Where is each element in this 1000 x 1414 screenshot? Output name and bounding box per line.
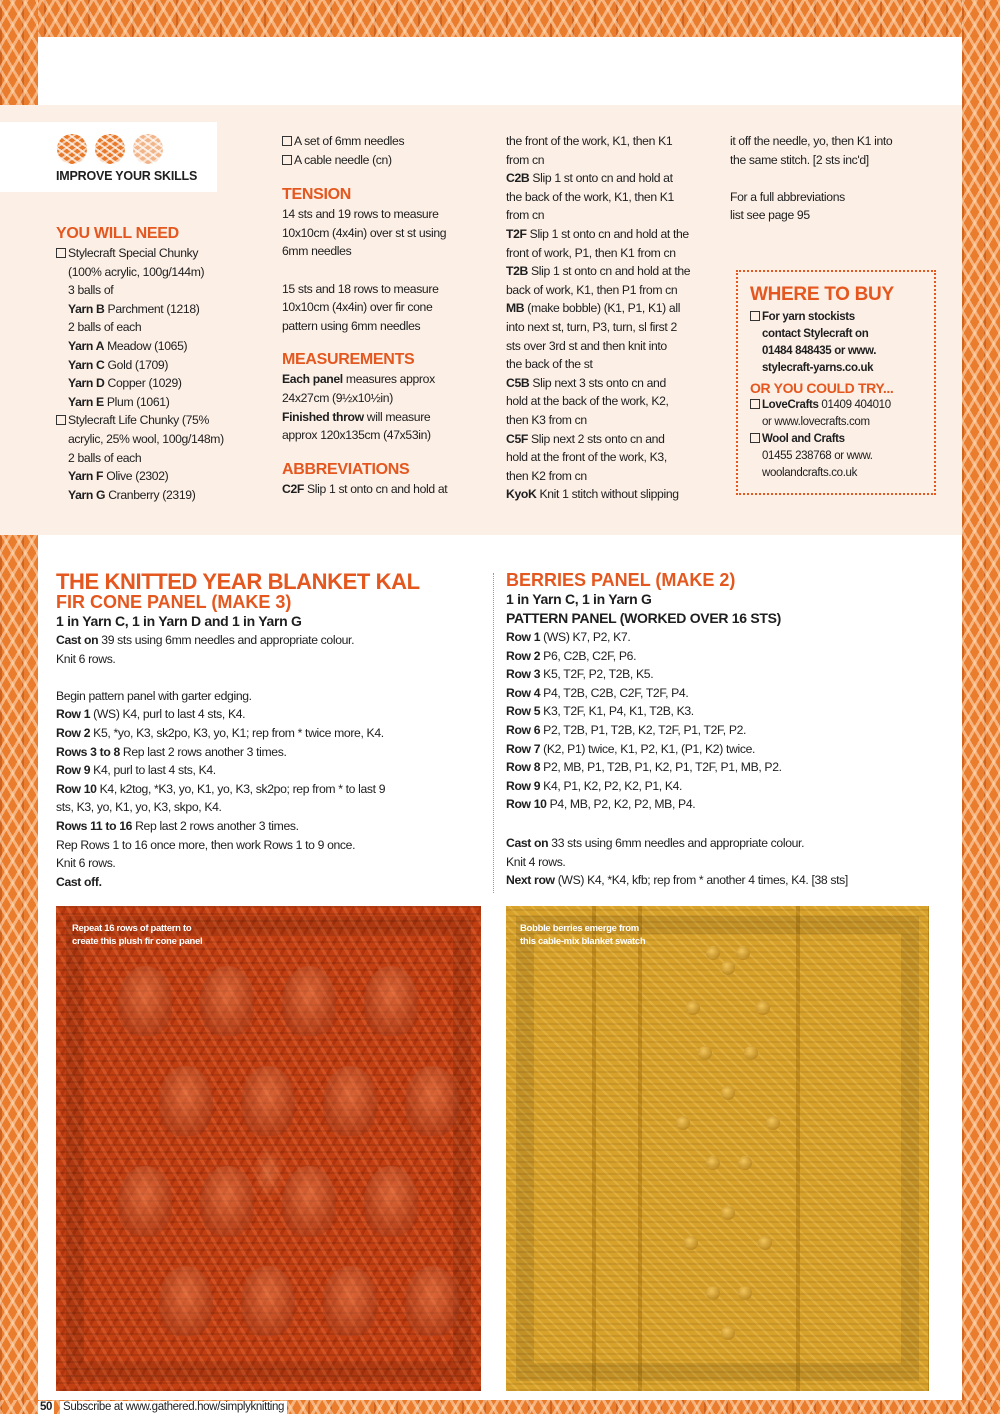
- stockist-line[interactable]: stylecraft-yarns.co.uk: [762, 362, 874, 374]
- you-will-need-item: 3 balls of: [68, 283, 114, 298]
- wool-and-crafts-item: Wool and Crafts: [750, 431, 934, 448]
- fir-cone-motif: [118, 1166, 172, 1236]
- tension-line: 10x10cm (4x4in) over fir cone: [282, 300, 433, 315]
- abbreviations-heading: ABBREVIATIONS: [282, 460, 410, 478]
- fir-cone-motif: [241, 1266, 295, 1336]
- stockist-info: [750, 309, 934, 377]
- bobble-berry-motif: [744, 1046, 758, 1060]
- bobble-berry-motif: [686, 1001, 700, 1015]
- abbreviation-line: [730, 169, 950, 188]
- garter-edging: [516, 916, 919, 1381]
- pattern-row: Row 4 P4, T2B, C2B, C2F, T2F, P4.: [506, 685, 689, 700]
- measurements-text: [282, 370, 492, 444]
- you-will-need-item: acrylic, 25% wool, 100g/148m): [68, 431, 224, 446]
- bobble-berry-motif: [698, 1046, 712, 1060]
- pattern-line: [56, 668, 486, 687]
- you-will-need-item: Yarn D Copper (1029): [68, 376, 182, 391]
- fir-cone-motif: [200, 966, 254, 1036]
- stockist-line: contact Stylecraft on: [762, 328, 869, 340]
- pattern-row: Row 10 P4, MB, P2, K2, P2, MB, P4.: [506, 797, 696, 812]
- fir-cone-motif: [241, 1066, 295, 1136]
- fir-cone-yarns: 1 in Yarn C, 1 in Yarn D and 1 in Yarn G: [56, 613, 302, 629]
- bobble-berry-motif: [738, 1156, 752, 1170]
- wheat-pattern-top-border: [0, 0, 1000, 37]
- abbreviation-line: hold at the back of the work, K2,: [506, 394, 669, 409]
- pattern-row: Row 1 (WS) K7, P2, K7.: [506, 630, 631, 644]
- pattern-row: Row 7 (K2, P1) twice, K1, P2, K1, (P1, K2) twice.: [506, 741, 756, 756]
- measurements-heading: MEASUREMENTS: [282, 351, 415, 369]
- bobble-berry-motif: [676, 1116, 690, 1130]
- bobble-berry-motif: [721, 1086, 735, 1100]
- you-will-need-column: [56, 224, 271, 504]
- abbreviation-line: C2B Slip 1 st onto cn and hold at: [506, 171, 673, 186]
- tension-column: [282, 132, 492, 498]
- skills-label: IMPROVE YOUR SKILLS: [56, 169, 198, 183]
- abbreviation-line: front of work, P1, then K1 from cn: [506, 245, 676, 260]
- pattern-row: Row 3 K5, T2F, P2, T2B, K5.: [506, 667, 654, 682]
- you-will-need-item: Yarn F Olive (2302): [68, 469, 169, 484]
- abbreviation-line: back of work, K1, then P1 from cn: [506, 282, 678, 297]
- fir-cone-motif: [159, 1066, 213, 1136]
- fir-cone-motif: [159, 1266, 213, 1336]
- alternatives-heading: OR YOU COULD TRY...: [750, 380, 894, 396]
- you-will-need-list: [56, 244, 271, 504]
- subscribe-footer[interactable]: Subscribe at www.gathered.how/simplyknitting: [60, 1401, 287, 1414]
- bobble-berry-motif: [706, 1286, 720, 1300]
- abbreviation-line: sts over 3rd st and then knit into: [506, 338, 667, 353]
- berries-yarns: 1 in Yarn C, 1 in Yarn G: [506, 591, 652, 607]
- tension-line: 10x10cm (4x4in) over st st using: [282, 225, 447, 240]
- measurement-line: 24x27cm (9½x10½in): [282, 390, 393, 405]
- yarn-ball-icon: [57, 134, 87, 164]
- fir-cone-swatch-photo: [56, 906, 481, 1391]
- you-will-need-item: Yarn B Parchment (1218): [68, 301, 200, 316]
- berries-pattern: [506, 571, 946, 890]
- you-will-need-item: 2 balls of each: [68, 320, 142, 335]
- abbreviation-line: the same stitch. [2 sts inc'd]: [730, 152, 869, 167]
- bobble-berry-motif: [756, 1001, 770, 1015]
- stockist-line: 01484 848435 or www.: [762, 345, 877, 357]
- fir-cone-motif: [282, 966, 336, 1036]
- pattern-row: Row 9 K4, P1, K2, P2, K2, P1, K4.: [506, 778, 683, 793]
- fir-cone-pattern: [56, 571, 486, 891]
- where-to-buy-heading: WHERE TO BUY: [750, 284, 894, 305]
- bobble-berry-motif: [684, 1236, 698, 1250]
- wheat-pattern-right-border: [962, 0, 1000, 1414]
- you-will-need-item: 2 balls of each: [68, 450, 142, 465]
- pattern-line: Cast off.: [56, 874, 102, 889]
- fir-cone-motif: [323, 1266, 377, 1336]
- pattern-line: Row 1 (WS) K4, purl to last 4 sts, K4.: [56, 707, 246, 722]
- pattern-line: Row 10 K4, k2tog, *K3, yo, K1, yo, K3, sk2po; rep from * to last 9: [56, 781, 386, 796]
- abbreviation-line: MB (make bobble) (K1, P1, K1) all: [506, 301, 681, 316]
- abbreviation-line: it off the needle, yo, then K1 into: [730, 134, 893, 148]
- lovecrafts-web[interactable]: or www.lovecrafts.com: [762, 416, 870, 428]
- bobble-berry-motif: [738, 1286, 752, 1300]
- top-white-panel: [38, 37, 962, 105]
- pattern-line: Knit 6 rows.: [56, 651, 116, 666]
- fir-cone-motif: [118, 966, 172, 1036]
- pattern-line: Row 2 K5, *yo, K3, sk2po, K3, yo, K1; rep from * twice more, K4.: [56, 725, 384, 740]
- bobble-berry-motif: [721, 1326, 735, 1340]
- bobble-berry-motif: [758, 1236, 772, 1250]
- abbreviation-line: the front of the work, K1, then K1: [506, 134, 673, 148]
- wool-and-crafts-line: 01455 238768 or www.: [762, 450, 873, 462]
- you-will-need-item: (100% acrylic, 100g/144m): [68, 264, 205, 279]
- abbreviation-line: the back of the work, K1, then K1: [506, 189, 674, 204]
- abbreviation-line: the back of the st: [506, 357, 593, 372]
- tension-line: pattern using 6mm needles: [282, 318, 421, 333]
- measurement-line: Each panel measures approx: [282, 372, 435, 387]
- column-divider: [493, 573, 494, 893]
- you-will-need-item: Stylecraft Special Chunky: [56, 244, 271, 263]
- tension-text: [282, 205, 492, 335]
- pattern-line: Begin pattern panel with garter edging.: [56, 688, 252, 703]
- fir-cone-motif: [405, 1266, 459, 1336]
- tension-heading: TENSION: [282, 186, 352, 204]
- abbreviation-line: from cn: [506, 208, 545, 223]
- abbreviations-column-end: [730, 132, 950, 225]
- pattern-row: Row 5 K3, T2F, K1, P4, K1, T2B, K3.: [506, 704, 694, 719]
- you-will-need-item: Stylecraft Life Chunky (75%: [56, 411, 271, 430]
- abbreviation-line: For a full abbreviations: [730, 189, 845, 204]
- berries-cast-on: [506, 834, 946, 890]
- you-will-need-item: Yarn C Gold (1709): [68, 357, 169, 372]
- berries-swatch-photo: [506, 906, 929, 1391]
- pattern-line: Next row (WS) K4, *K4, kfb; rep from * another 4 times, K4. [38 sts]: [506, 873, 848, 888]
- where-to-buy-box: [736, 270, 936, 495]
- you-will-need-item: Yarn G Cranberry (2319): [68, 487, 196, 502]
- berries-title: BERRIES PANEL (MAKE 2): [506, 570, 736, 590]
- abbreviation-line: list see page 95: [730, 208, 810, 223]
- yarn-ball-faded-icon: [133, 134, 163, 164]
- lovecrafts-item: LoveCrafts 01409 404010: [750, 397, 934, 414]
- pattern-row: Row 6 P2, T2B, P1, T2B, K2, T2F, P1, T2F, P2.: [506, 722, 747, 737]
- bobble-berry-motif: [721, 1206, 735, 1220]
- abbreviation-line: C5F Slip next 2 sts onto cn and: [506, 431, 665, 446]
- pattern-line: sts, K3, yo, K1, yo, K3, skpo, K4.: [56, 800, 222, 815]
- fir-cone-motif: [323, 1066, 377, 1136]
- berries-rows: [506, 628, 946, 814]
- pattern-line: Rows 3 to 8 Rep last 2 rows another 3 times.: [56, 744, 287, 759]
- abbreviation-line: KyoK Knit 1 stitch without slipping: [506, 487, 679, 502]
- fir-cone-instructions: [56, 631, 486, 891]
- pattern-line: Knit 4 rows.: [506, 854, 566, 869]
- you-will-need-item: Yarn E Plum (1061): [68, 394, 170, 409]
- stockist-line: For yarn stockists: [750, 309, 934, 326]
- abbreviation-c2f: C2F Slip 1 st onto cn and hold at: [282, 481, 448, 496]
- abbreviations-column: [506, 132, 716, 504]
- abbreviation-line: then K3 from cn: [506, 412, 587, 427]
- abbreviation-line: into next st, turn, P3, turn, sl first 2: [506, 319, 677, 334]
- wool-and-crafts-line: woolandcrafts.co.uk: [762, 467, 857, 479]
- yarn-ball-icon: [95, 134, 125, 164]
- abbreviation-line: T2F Slip 1 st onto cn and hold at the: [506, 226, 689, 241]
- wool-and-crafts-info: [750, 448, 934, 482]
- tension-line: 6mm needles: [282, 244, 352, 259]
- pattern-line: Cast on 33 sts using 6mm needles and appropriate colour.: [506, 835, 805, 850]
- abbreviation-line: T2B Slip 1 st onto cn and hold at the: [506, 264, 691, 279]
- fir-cone-subtitle: FIR CONE PANEL (MAKE 3): [56, 592, 292, 612]
- fir-cone-motif: [200, 1166, 254, 1236]
- berries-caption: Bobble berries emerge from this cable-mix blanket swatch: [520, 923, 646, 947]
- pattern-line: Knit 6 rows.: [56, 856, 116, 871]
- abbreviation-line: then K2 from cn: [506, 468, 587, 483]
- pattern-line: Cast on 39 sts using 6mm needles and appropriate colour.: [56, 633, 355, 647]
- pattern-row: Row 2 P6, C2B, C2F, P6.: [506, 648, 637, 663]
- needles-item: A cable needle (cn): [282, 151, 492, 170]
- tension-line: 14 sts and 19 rows to measure: [282, 207, 439, 222]
- pattern-row: Row 8 P2, MB, P1, T2B, P1, K2, P1, T2F, P1, MB, P2.: [506, 760, 782, 775]
- you-will-need-heading: YOU WILL NEED: [56, 225, 179, 242]
- pattern-line: Row 9 K4, purl to last 4 sts, K4.: [56, 763, 216, 778]
- fir-cone-motif: [364, 1166, 418, 1236]
- measurement-line: Finished throw will measure: [282, 409, 431, 424]
- fir-cone-motif: [405, 1066, 459, 1136]
- pattern-panel-heading: PATTERN PANEL (WORKED OVER 16 STS): [506, 610, 782, 626]
- fir-cone-motif: [282, 1166, 336, 1236]
- abbreviation-line: C5B Slip next 3 sts onto cn and: [506, 375, 666, 390]
- measurement-line: approx 120x135cm (47x53in): [282, 428, 431, 443]
- pattern-line: Rep Rows 1 to 16 once more, then work Rows 1 to 9 once.: [56, 837, 356, 852]
- fir-cone-motif: [364, 966, 418, 1036]
- bobble-berry-motif: [706, 946, 720, 960]
- abbreviation-line: from cn: [506, 152, 545, 167]
- bobble-berry-motif: [766, 1116, 780, 1130]
- tension-line: [282, 261, 492, 280]
- tension-line: 15 sts and 18 rows to measure: [282, 281, 439, 296]
- fir-cone-caption: Repeat 16 rows of pattern to create this plush fir cone panel: [72, 923, 203, 947]
- bobble-berry-motif: [721, 961, 735, 975]
- abbreviation-line: hold at the front of the work, K3,: [506, 450, 667, 465]
- page-number: 50: [40, 1401, 53, 1413]
- bobble-berry-motif: [706, 1156, 720, 1170]
- article-title: THE KNITTED YEAR BLANKET KAL: [56, 569, 420, 594]
- you-will-need-item: Yarn A Meadow (1065): [68, 338, 188, 353]
- pattern-line: Rows 11 to 16 Rep last 2 rows another 3 times.: [56, 818, 299, 833]
- bobble-berry-motif: [736, 946, 750, 960]
- needles-item: A set of 6mm needles: [282, 132, 492, 151]
